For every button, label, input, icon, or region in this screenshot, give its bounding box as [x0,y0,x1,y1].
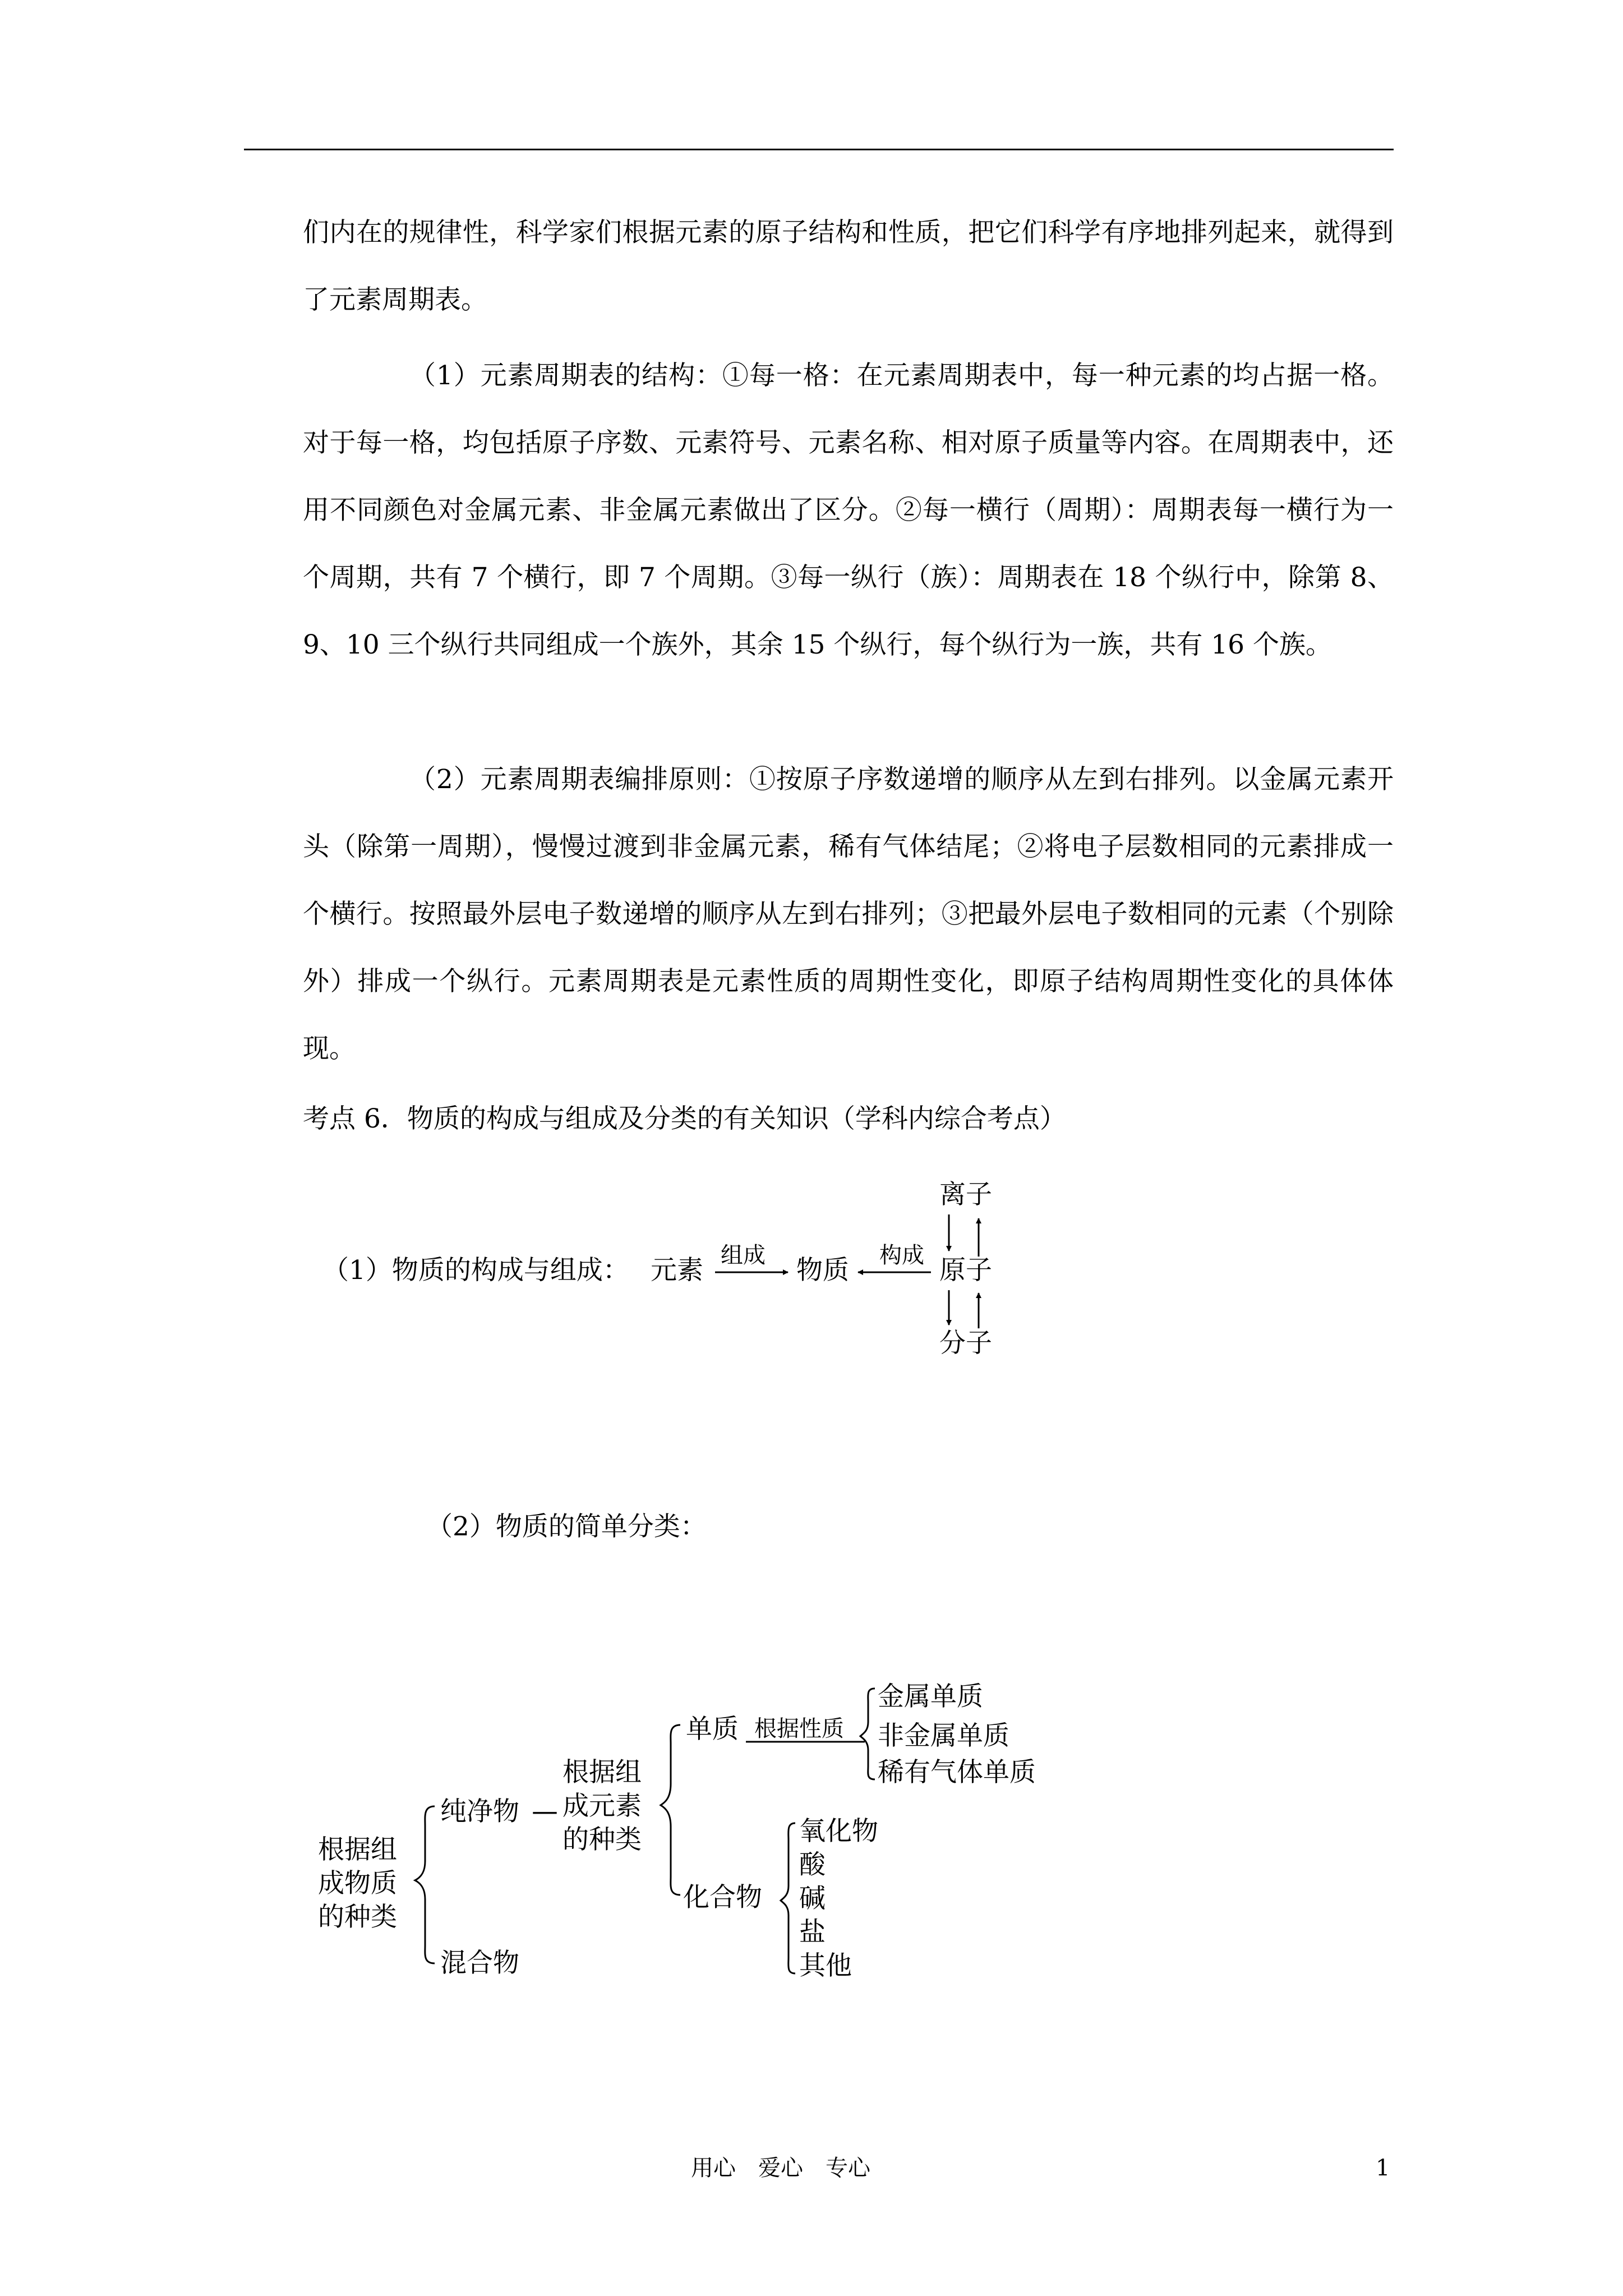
basis-line-2: 成元素 [562,1791,642,1821]
simple-substance-node: 单质 [686,1714,739,1745]
root-line-1: 根据组 [318,1834,397,1865]
mixture-node: 混合物 [440,1948,519,1978]
compound-node: 化合物 [683,1882,762,1913]
brace-simple [860,1688,875,1779]
atom-node: 原子 [939,1255,992,1286]
pure-dash: — [532,1796,558,1827]
footer-motto: 用心 爱心 专心 [691,2155,870,2181]
nonmetal-simple: 非金属单质 [878,1720,1009,1751]
oxide: 氧化物 [799,1816,878,1847]
molecule-node: 分子 [939,1328,992,1359]
composition-label: （1）物质的构成与组成： [322,1255,629,1286]
acid: 酸 [799,1849,826,1880]
paragraph-structure: （1）元素周期表的结构：①每一格：在元素周期表中，每一种元素的均占据一格。对于每一格，均包括原子序数、元素符号、元素名称、相对原子质量等内容。在周期表中，还用不同颜色对金属元素、非金属元素做出了区分。②每一横行（周期）：周期表每一横行为一个周期，共有 7 个横行，即 7 个周期。③每一纵行（族）：周期表在 18 个纵行中，除第 8、9、10 三个纵行共同组成一个族外，其余 15 个纵行，每个纵行为一族，共有 16 个族。 [303,360,1394,660]
root-line-2: 成物质 [318,1868,397,1899]
section-heading: 考点 6．物质的构成与组成及分类的有关知识（学科内综合考点） [303,1103,1066,1134]
paragraph-principle: （2）元素周期表编排原则：①按原子序数递增的顺序从左到右排列。以金属元素开头（除第一周期），慢慢过渡到非金属元素，稀有气体结尾；②将电子层数相同的元素排成一个横行。按照最外层电子数递增的顺序从左到右排列；③把最外层电子数相同的元素（个别除外）排成一个纵行。元素周期表是元素性质的周期性变化，即原子结构周期性变化的具体体现。 [303,764,1394,1064]
metal-simple: 金属单质 [878,1681,983,1712]
arrow-construct-label: 构成 [879,1243,924,1268]
ion-node: 离子 [939,1179,992,1210]
page-number: 1 [1376,2155,1390,2181]
substance-node: 物质 [796,1255,849,1286]
brace-compound [781,1823,795,1973]
pure-substance-node: 纯净物 [440,1796,519,1827]
other: 其他 [799,1950,852,1981]
root-line-3: 的种类 [318,1902,397,1932]
base: 碱 [799,1883,826,1914]
element-node: 元素 [651,1255,703,1286]
classification-label: （2）物质的简单分类： [426,1511,707,1542]
salt: 盐 [799,1917,826,1948]
basis-line-1: 根据组 [562,1757,642,1788]
paragraph-intro: 们内在的规律性，科学家们根据元素的原子结构和性质，把它们科学有序地排列起来，就得到了元素周期表。 [303,217,1394,315]
arrow-compose-label: 组成 [721,1243,766,1268]
basis-line-3: 的种类 [562,1824,642,1855]
brace-basis [661,1725,680,1895]
brace-root [415,1806,435,1963]
noble-gas-simple: 稀有气体单质 [878,1757,1036,1788]
by-property-label: 根据性质 [754,1716,844,1742]
